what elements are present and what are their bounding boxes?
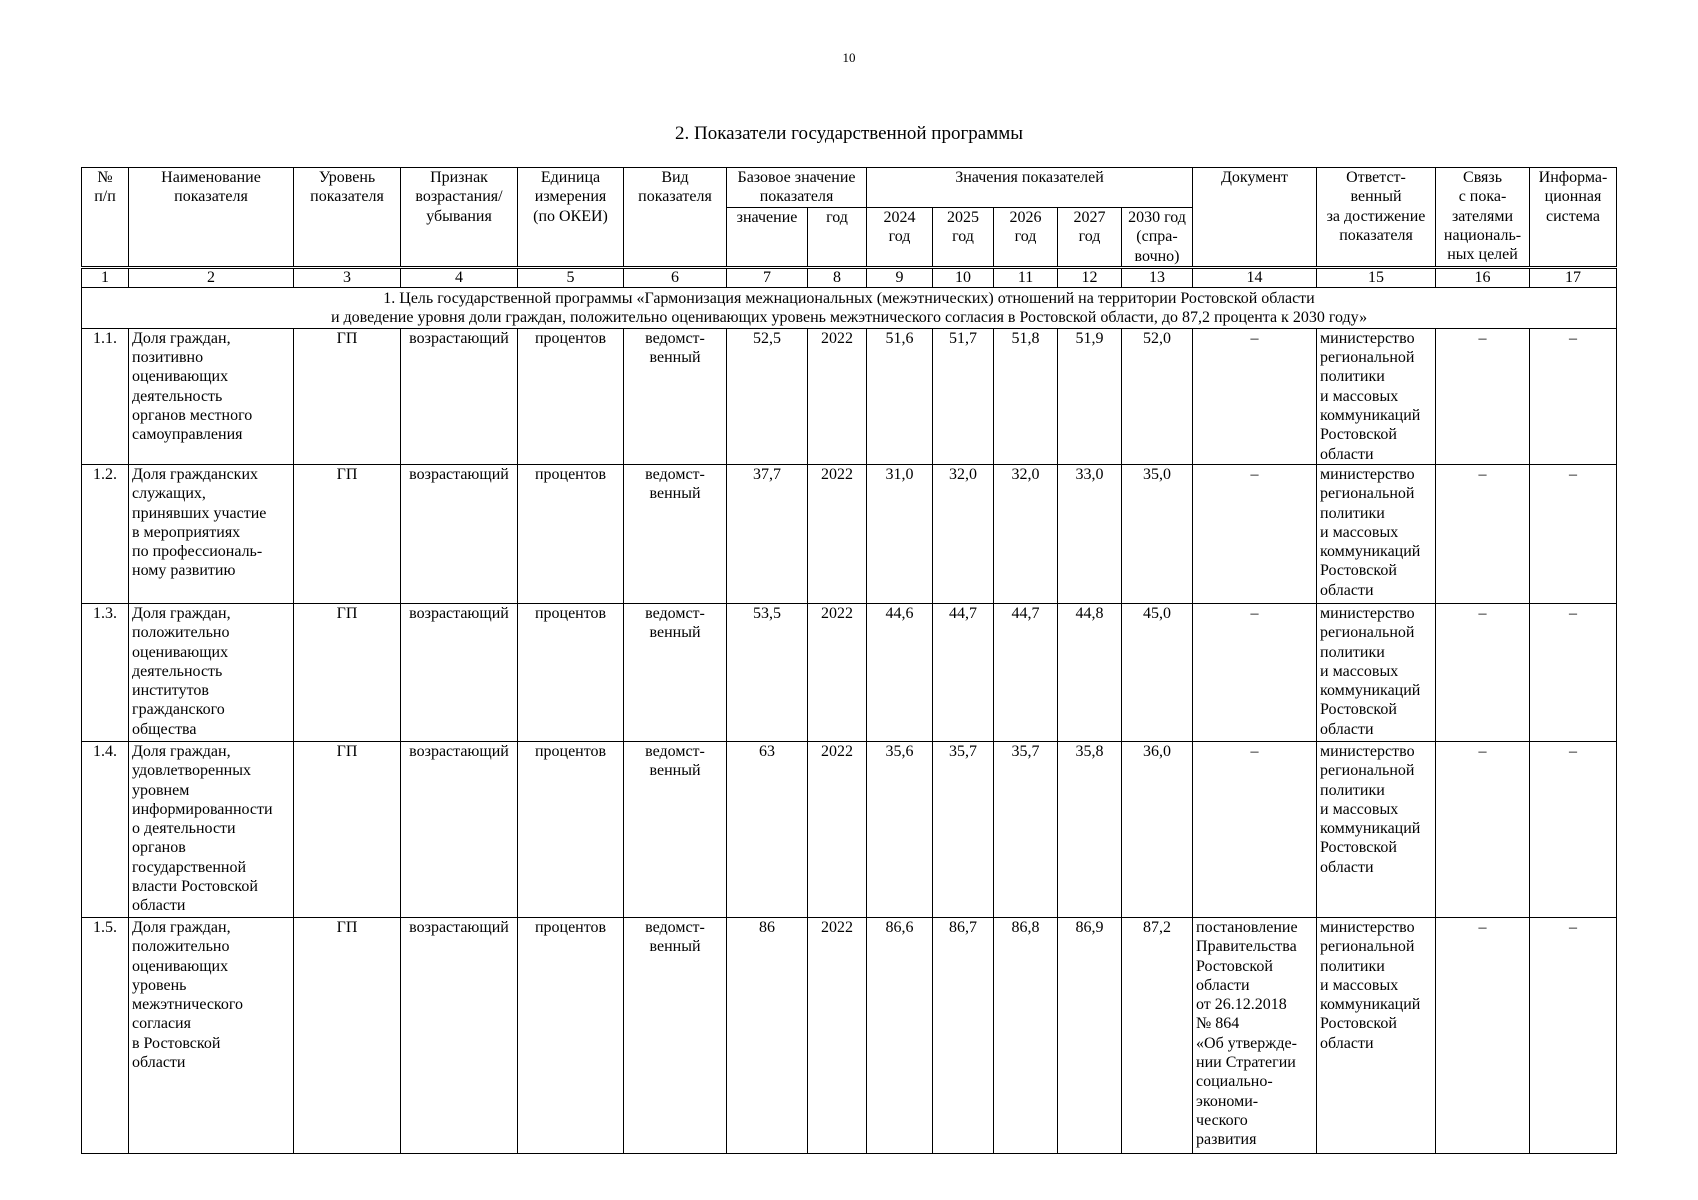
value-2027: 51,9 xyxy=(1058,328,1122,464)
information-system: – xyxy=(1530,741,1617,917)
indicator-number: 1.4. xyxy=(82,741,129,917)
goal-text: 1. Цель государственной программы «Гармонизация межнациональных (межэтнических) отношений на территории Ростовской области и доведение уровня доли граждан, положительно оценивающих уровень межэтнического согласия в Ростовской области, до 87,2 процента к 2030 году» xyxy=(82,287,1617,328)
indicator-number: 1.2. xyxy=(82,464,129,603)
indicator-kind: ведомст- венный xyxy=(624,917,727,1153)
value-2025: 35,7 xyxy=(933,741,994,917)
indicator-responsible: министерство региональной политики и массовых коммуникаций Ростовской области xyxy=(1317,328,1436,464)
value-2025: 44,7 xyxy=(933,603,994,741)
page-title: 2. Показатели государственной программы xyxy=(674,123,1024,144)
value-2025: 51,7 xyxy=(933,328,994,464)
indicator-responsible: министерство региональной политики и массовых коммуникаций Ростовской области xyxy=(1317,464,1436,603)
column-number: 12 xyxy=(1058,267,1122,287)
indicator-document: – xyxy=(1193,328,1317,464)
page-number: 10 xyxy=(842,50,856,65)
column-numbers-row xyxy=(82,267,1617,287)
column-number: 17 xyxy=(1530,267,1617,287)
national-goals-link: – xyxy=(1436,603,1530,741)
indicator-unit: процентов xyxy=(518,603,624,741)
information-system: – xyxy=(1530,328,1617,464)
value-2025: 86,7 xyxy=(933,917,994,1153)
indicator-trend: возрастающий xyxy=(401,464,518,603)
indicator-kind: ведомст- венный xyxy=(624,328,727,464)
indicator-number: 1.1. xyxy=(82,328,129,464)
header-kind: Вид показателя xyxy=(624,168,727,268)
indicator-name: Доля гражданских служащих, принявших участие в мероприятиях по профессиональ- ному развитию xyxy=(129,464,294,603)
value-2026: 86,8 xyxy=(994,917,1058,1153)
national-goals-link: – xyxy=(1436,464,1530,603)
header-year-2025: 2025 год xyxy=(933,208,994,268)
base-value: 86 xyxy=(727,917,808,1153)
value-2024: 44,6 xyxy=(867,603,933,741)
value-2026: 32,0 xyxy=(994,464,1058,603)
table-body xyxy=(82,267,1617,1153)
column-number: 4 xyxy=(401,267,518,287)
indicator-kind: ведомст- венный xyxy=(624,741,727,917)
header-responsible: Ответст- венный за достижение показателя xyxy=(1317,168,1436,268)
indicator-row xyxy=(82,917,1617,1153)
table-header xyxy=(82,168,1617,268)
column-number: 9 xyxy=(867,267,933,287)
value-2024: 86,6 xyxy=(867,917,933,1153)
indicator-document: постановление Правительства Ростовской области от 26.12.2018 № 864 «Об утвержде- нии Стратегии социально- экономи- ческого развития xyxy=(1193,917,1317,1153)
column-number: 11 xyxy=(994,267,1058,287)
indicator-trend: возрастающий xyxy=(401,328,518,464)
header-number: № п/п xyxy=(82,168,129,268)
indicator-unit: процентов xyxy=(518,741,624,917)
indicator-level: ГП xyxy=(294,464,401,603)
indicator-number: 1.5. xyxy=(82,917,129,1153)
information-system: – xyxy=(1530,603,1617,741)
value-2026: 44,7 xyxy=(994,603,1058,741)
indicator-number: 1.3. xyxy=(82,603,129,741)
base-year: 2022 xyxy=(808,917,867,1153)
header-values: Значения показателей xyxy=(867,168,1193,208)
column-number: 3 xyxy=(294,267,401,287)
base-year: 2022 xyxy=(808,328,867,464)
value-2024: 31,0 xyxy=(867,464,933,603)
indicator-responsible: министерство региональной политики и массовых коммуникаций Ростовской области xyxy=(1317,741,1436,917)
value-2024: 35,6 xyxy=(867,741,933,917)
value-2030: 87,2 xyxy=(1122,917,1193,1153)
header-document: Документ xyxy=(1193,168,1317,268)
indicator-trend: возрастающий xyxy=(401,917,518,1153)
indicator-name: Доля граждан, положительно оценивающих уровень межэтнического согласия в Ростовской области xyxy=(129,917,294,1153)
indicator-document: – xyxy=(1193,464,1317,603)
header-row-top xyxy=(82,168,1617,208)
national-goals-link: – xyxy=(1436,741,1530,917)
column-number: 6 xyxy=(624,267,727,287)
value-2030: 45,0 xyxy=(1122,603,1193,741)
indicator-level: ГП xyxy=(294,741,401,917)
indicator-row xyxy=(82,464,1617,603)
indicator-kind: ведомст- венный xyxy=(624,603,727,741)
indicator-name: Доля граждан, позитивно оценивающих деятельность органов местного самоуправления xyxy=(129,328,294,464)
header-information-system: Информа- ционная система xyxy=(1530,168,1617,268)
column-number: 1 xyxy=(82,267,129,287)
column-number: 2 xyxy=(129,267,294,287)
header-base-year: год xyxy=(808,208,867,268)
indicator-unit: процентов xyxy=(518,464,624,603)
indicator-trend: возрастающий xyxy=(401,741,518,917)
header-year-2026: 2026 год xyxy=(994,208,1058,268)
column-number: 16 xyxy=(1436,267,1530,287)
indicator-document: – xyxy=(1193,603,1317,741)
national-goals-link: – xyxy=(1436,328,1530,464)
header-national-goals-link: Связь с пока- зателями националь- ных целей xyxy=(1436,168,1530,268)
indicators-table xyxy=(81,167,1617,1154)
indicator-trend: возрастающий xyxy=(401,603,518,741)
indicator-level: ГП xyxy=(294,328,401,464)
indicator-row xyxy=(82,603,1617,741)
header-trend: Признак возрастания/ убывания xyxy=(401,168,518,268)
header-name: Наименование показателя xyxy=(129,168,294,268)
goal-row xyxy=(82,287,1617,328)
column-number: 14 xyxy=(1193,267,1317,287)
indicator-responsible: министерство региональной политики и массовых коммуникаций Ростовской области xyxy=(1317,917,1436,1153)
base-year: 2022 xyxy=(808,741,867,917)
indicator-name: Доля граждан, положительно оценивающих деятельность институтов гражданского общества xyxy=(129,603,294,741)
column-number: 5 xyxy=(518,267,624,287)
base-year: 2022 xyxy=(808,603,867,741)
base-value: 63 xyxy=(727,741,808,917)
base-value: 37,7 xyxy=(727,464,808,603)
indicator-row xyxy=(82,741,1617,917)
indicator-responsible: министерство региональной политики и массовых коммуникаций Ростовской области xyxy=(1317,603,1436,741)
column-number: 8 xyxy=(808,267,867,287)
header-year-2024: 2024 год xyxy=(867,208,933,268)
header-level: Уровень показателя xyxy=(294,168,401,268)
base-year: 2022 xyxy=(808,464,867,603)
value-2026: 35,7 xyxy=(994,741,1058,917)
header-base-value: значение xyxy=(727,208,808,268)
indicator-document: – xyxy=(1193,741,1317,917)
national-goals-link: – xyxy=(1436,917,1530,1153)
header-year-2027: 2027 год xyxy=(1058,208,1122,268)
value-2027: 86,9 xyxy=(1058,917,1122,1153)
indicator-unit: процентов xyxy=(518,328,624,464)
indicator-unit: процентов xyxy=(518,917,624,1153)
value-2025: 32,0 xyxy=(933,464,994,603)
value-2027: 33,0 xyxy=(1058,464,1122,603)
value-2030: 36,0 xyxy=(1122,741,1193,917)
information-system: – xyxy=(1530,464,1617,603)
header-base: Базовое значение показателя xyxy=(727,168,867,208)
indicator-row xyxy=(82,328,1617,464)
indicator-level: ГП xyxy=(294,917,401,1153)
column-number: 15 xyxy=(1317,267,1436,287)
value-2027: 35,8 xyxy=(1058,741,1122,917)
value-2030: 35,0 xyxy=(1122,464,1193,603)
column-number: 7 xyxy=(727,267,808,287)
value-2030: 52,0 xyxy=(1122,328,1193,464)
indicator-level: ГП xyxy=(294,603,401,741)
header-year-2030: 2030 год (спра- вочно) xyxy=(1122,208,1193,268)
value-2024: 51,6 xyxy=(867,328,933,464)
value-2026: 51,8 xyxy=(994,328,1058,464)
indicator-kind: ведомст- венный xyxy=(624,464,727,603)
information-system: – xyxy=(1530,917,1617,1153)
header-unit: Единица измерения (по ОКЕИ) xyxy=(518,168,624,268)
indicator-name: Доля граждан, удовлетворенных уровнем информированности о деятельности органов государственной власти Ростовской области xyxy=(129,741,294,917)
base-value: 53,5 xyxy=(727,603,808,741)
value-2027: 44,8 xyxy=(1058,603,1122,741)
column-number: 10 xyxy=(933,267,994,287)
base-value: 52,5 xyxy=(727,328,808,464)
column-number: 13 xyxy=(1122,267,1193,287)
